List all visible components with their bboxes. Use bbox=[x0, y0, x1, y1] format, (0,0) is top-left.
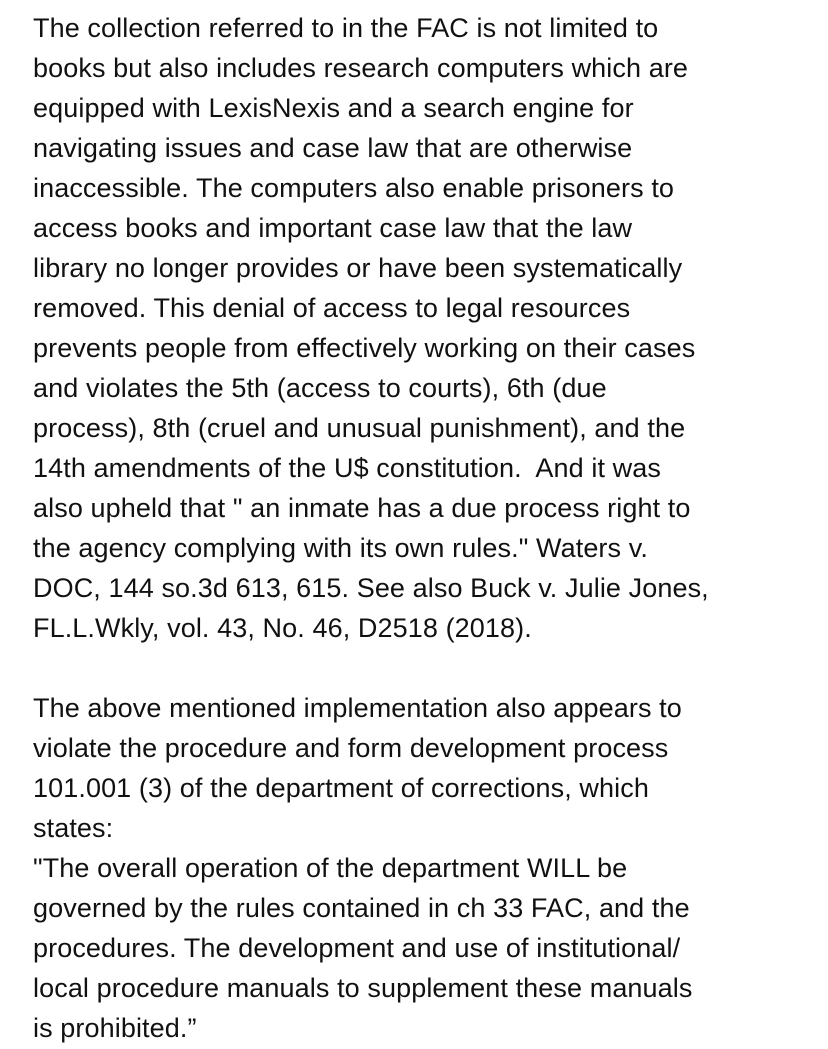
text-line: navigating issues and case law that are otherwise bbox=[33, 133, 633, 163]
document-body bbox=[33, 8, 823, 1048]
text-line: prevents people from effectively working on their cases bbox=[33, 333, 696, 363]
text-line: and violates the 5th (access to courts), 6th (due bbox=[33, 373, 607, 403]
text-line: removed. This denial of access to legal resources bbox=[33, 293, 631, 323]
text-line: process), 8th (cruel and unusual punishment), and the bbox=[33, 413, 686, 443]
quote-line: procedures. The development and use of institutional/ bbox=[33, 933, 681, 963]
quote-line: governed by the rules contained in ch 33 FAC, and the bbox=[33, 893, 690, 923]
text-line: DOC, 144 so.3d 613, 615. See also Buck v. Julie Jones, bbox=[33, 573, 709, 603]
paragraph-spacer bbox=[33, 648, 823, 688]
text-line: 101.001 (3) of the department of corrections, which bbox=[33, 773, 649, 803]
text-line: violate the procedure and form development process bbox=[33, 733, 669, 763]
quote-line: local procedure manuals to supplement these manuals bbox=[33, 973, 693, 1003]
text-line: The collection referred to in the FAC is not limited to bbox=[33, 13, 659, 43]
text-line: equipped with LexisNexis and a search engine for bbox=[33, 93, 634, 123]
text-line: FL.L.Wkly, vol. 43, No. 46, D2518 (2018). bbox=[33, 613, 532, 643]
quote-line: is prohibited.” bbox=[33, 1013, 197, 1043]
text-line: books but also includes research computers which are bbox=[33, 53, 689, 83]
paragraph-2 bbox=[33, 688, 823, 1048]
text-line: library no longer provides or have been systematically bbox=[33, 253, 683, 283]
text-line: access books and important case law that the law bbox=[33, 213, 633, 243]
text-line: The above mentioned implementation also appears to bbox=[33, 693, 682, 723]
paragraph-1 bbox=[33, 8, 823, 648]
quote-line: "The overall operation of the department WILL be bbox=[33, 853, 628, 883]
text-line: 14th amendments of the U$ constitution. And it was bbox=[33, 453, 661, 483]
text-line: inaccessible. The computers also enable prisoners to bbox=[33, 173, 675, 203]
text-line: states: bbox=[33, 813, 114, 843]
text-line: also upheld that " an inmate has a due process right to bbox=[33, 493, 691, 523]
text-line: the agency complying with its own rules." Waters v. bbox=[33, 533, 648, 563]
